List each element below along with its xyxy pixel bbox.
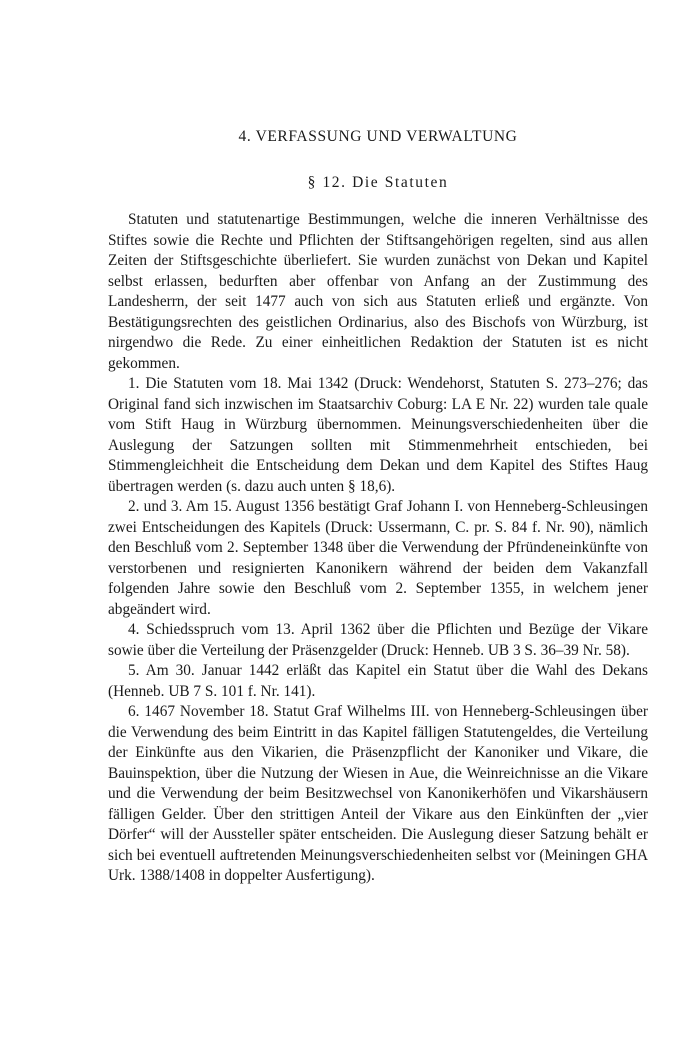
chapter-title: 4. VERFASSUNG UND VERWALTUNG (238, 128, 518, 145)
paragraph-intro: Statuten und statutenartige Bestimmungen, welche die inneren Verhältnisse des Stiftes sowie die Rechte und Pflichten der Stiftsangehörigen regelten, sind aus allen Zeiten der Stiftsgeschichte überliefert. Sie wurden zunächst von Dekan und Kapitel selbst erlassen, bedurften aber offenbar von Anfang an der Zustimmung des Landesherrn, der seit 1477 auch von sich aus Statuten erließ und ergänzte. Von Bestätigungsrechten des geistlichen Ordinarius, also des Bischofs von Würzburg, ist nirgendwo die Rede. Zu einer einheitlichen Redaktion der Statuten ist es nicht gekommen. (108, 211, 648, 372)
body-text (108, 210, 648, 887)
section-title: § 12. Die Statuten (307, 174, 449, 191)
paragraph-statute-4: 4. Schiedsspruch vom 13. April 1362 über die Pflichten und Bezüge der Vikare sowie über die Verteilung der Präsenzgelder (Druck: Henneb. UB 3 S. 36–39 Nr. 58). (108, 621, 648, 659)
paragraph-statute-2-3: 2. und 3. Am 15. August 1356 bestätigt Graf Johann I. von Henneberg-Schleusingen zwei Entscheidungen des Kapitels (Druck: Ussermann, C. pr. S. 84 f. Nr. 90), nämlich den Beschluß vom 2. September 1348 über die Verwendung der Pfründeneinkünfte von verstorbenen und resignierten Kanonikern während der beiden dem Vakanzfall folgenden Jahre sowie den Beschluß vom 2. September 1355, in welchem jener abgeändert wird. (108, 498, 648, 618)
paragraph-statute-6: 6. 1467 November 18. Statut Graf Wilhelms III. von Henneberg-Schleusingen über die Verwendung des beim Eintritt in das Kapitel fälligen Statutengeldes, die Verteilung der Einkünfte aus den Vikarien, die Präsenzpflicht der Kanoniker und Vikare, die Bauinspektion, über die Nutzung der Wiesen in Aue, die Weinreichnisse an die Vikare und die Verwendung der beim Besitzwechsel von Kanonikerhöfen und Vikarshäusern fälligen Gelder. Über den strittigen Anteil der Vikare aus den Einkünften der „vier Dörfer“ will der Aussteller später entscheiden. Die Auslegung dieser Satzung behält er sich bei eventuell auftretenden Meinungsverschiedenheiten selbst vor (Meiningen GHA Urk. 1388/1408 in doppelter Ausfertigung). (108, 703, 648, 884)
paragraph-statute-1: 1. Die Statuten vom 18. Mai 1342 (Druck: Wendehorst, Statuten S. 273–276; das Original fand sich inzwischen im Staatsarchiv Coburg: LA E Nr. 22) wurden tale quale vom Stift Haug in Würzburg übernommen. Meinungsverschiedenheiten über die Auslegung der Satzungen sollten mit Stimmenmehrheit entschieden, bei Stimmengleichheit die Entscheidung dem Dekan und dem Kapitel des Stiftes Haug übertragen werden (s. dazu auch unten § 18,6). (108, 375, 648, 495)
paragraph-statute-5: 5. Am 30. Januar 1442 erläßt das Kapitel ein Statut über die Wahl des Dekans (Henneb. UB 7 S. 101 f. Nr. 141). (108, 662, 648, 700)
